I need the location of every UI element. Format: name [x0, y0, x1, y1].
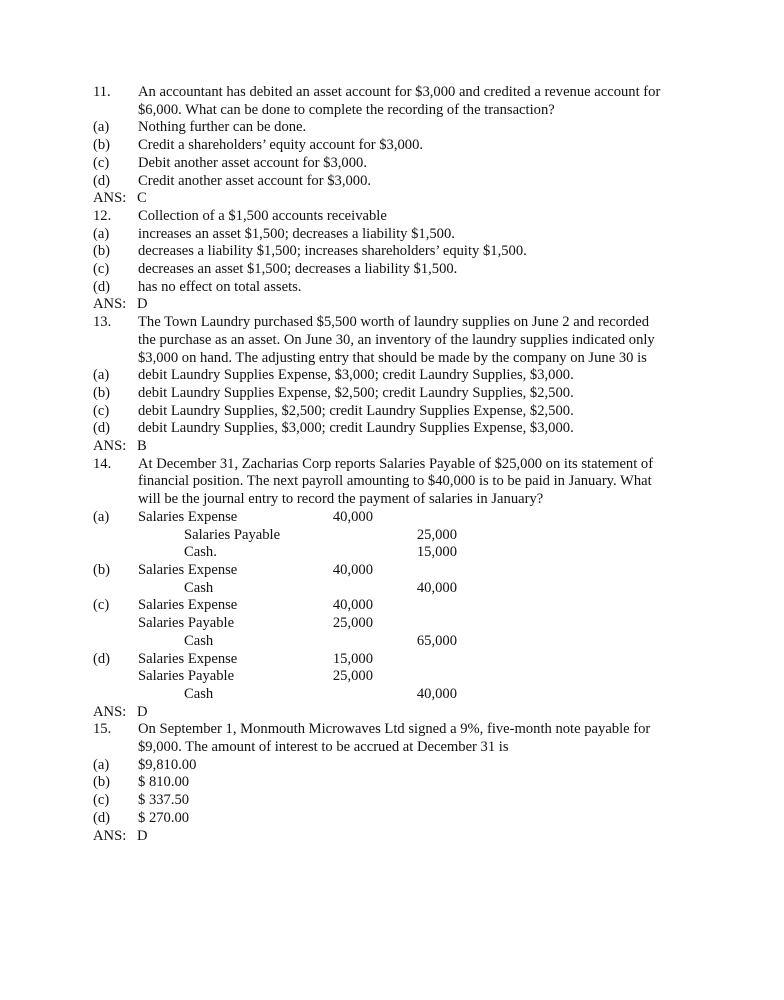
- question-stem-line: [93, 314, 693, 332]
- journal-entry-line: [93, 580, 693, 598]
- answer-option: [93, 279, 693, 297]
- question-stem-line: [93, 721, 693, 739]
- answer-value: C: [137, 190, 147, 207]
- journal-credit: 40,000: [416, 579, 457, 596]
- option-label: (c): [93, 792, 110, 809]
- question-number: 14.: [93, 455, 112, 472]
- journal-entry: [138, 544, 457, 562]
- option-text: debit Laundry Supplies Expense, $2,500; credit Laundry Supplies, $2,500.: [138, 384, 574, 401]
- answer-option: [93, 261, 693, 279]
- question-text: the purchase as an asset. On June 30, an inventory of the laundry supplies indicated only: [138, 331, 655, 348]
- option-label-spacer: [93, 633, 138, 651]
- question-text: financial position. The next payroll amounting to $40,000 is to be paid in January. What: [138, 473, 652, 490]
- answer-option: [93, 119, 693, 137]
- option-text: decreases a liability $1,500; increases shareholders’ equity $1,500.: [138, 243, 527, 260]
- question-12: [93, 208, 693, 314]
- answer-option: [93, 420, 693, 438]
- journal-entry: [138, 527, 457, 545]
- question-number: 13.: [93, 314, 112, 331]
- option-text: has no effect on total assets.: [138, 278, 302, 295]
- option-label-spacer: [93, 544, 138, 562]
- question-stem-line: [93, 491, 693, 509]
- journal-entry: [138, 509, 457, 527]
- question-number: 11.: [93, 84, 111, 100]
- question-list: [93, 84, 693, 845]
- journal-entry-line: [93, 668, 693, 686]
- journal-account: Salaries Expense: [138, 650, 238, 667]
- question-15: [93, 721, 693, 845]
- option-label: (b): [93, 561, 111, 578]
- answer-option: [93, 137, 693, 155]
- answer-key: [93, 828, 693, 846]
- question-number-spacer: [93, 491, 138, 509]
- option-text: debit Laundry Supplies Expense, $3,000; credit Laundry Supplies, $3,000.: [138, 367, 574, 384]
- journal-entry: [138, 633, 457, 651]
- journal-account: Salaries Expense: [138, 508, 238, 525]
- journal-account: Salaries Expense: [138, 597, 238, 614]
- option-label-spacer: [93, 580, 138, 598]
- answer-key: [93, 704, 693, 722]
- option-label: (b): [93, 137, 111, 154]
- question-stem-line: [93, 473, 693, 491]
- option-label-spacer: [93, 668, 138, 686]
- question-11: [93, 84, 693, 208]
- question-stem-line: [93, 456, 693, 474]
- question-number-spacer: [93, 350, 138, 368]
- option-label: (a): [93, 756, 110, 773]
- answer-option: [93, 226, 693, 244]
- option-text: $ 270.00: [138, 809, 190, 826]
- option-text: $ 337.50: [138, 792, 190, 809]
- option-label: (a): [93, 508, 110, 525]
- answer-option: [93, 774, 693, 792]
- journal-account: Cash: [184, 685, 214, 702]
- answer-option: [93, 385, 693, 403]
- journal-account: Salaries Payable: [138, 615, 235, 632]
- journal-credit: 40,000: [416, 685, 457, 702]
- option-text: debit Laundry Supplies, $3,000; credit Laundry Supplies Expense, $3,000.: [138, 420, 574, 437]
- journal-entry: [138, 597, 457, 615]
- option-text: decreases an asset $1,500; decreases a liability $1,500.: [138, 261, 458, 278]
- journal-entry-line: [93, 597, 693, 615]
- option-label: (a): [93, 367, 110, 384]
- answer-value: B: [137, 438, 147, 455]
- journal-debit: 25,000: [332, 615, 373, 632]
- journal-entry-line: [93, 651, 693, 669]
- answer-option: [93, 367, 693, 385]
- question-stem-line: [93, 332, 693, 350]
- question-number-spacer: [93, 332, 138, 350]
- option-text: $9,810.00: [138, 756, 197, 773]
- option-label: (b): [93, 243, 111, 260]
- journal-credit: 15,000: [416, 544, 457, 561]
- journal-account: Salaries Payable: [138, 668, 235, 685]
- question-number: 15.: [93, 721, 112, 738]
- journal-debit: 25,000: [332, 668, 373, 685]
- question-stem-line: [93, 739, 693, 757]
- question-text: At December 31, Zacharias Corp reports Salaries Payable of $25,000 on its statement of: [138, 455, 654, 472]
- journal-account: Cash.: [184, 544, 217, 561]
- journal-debit: 40,000: [332, 508, 373, 525]
- question-14: [93, 456, 693, 722]
- option-label: (a): [93, 119, 110, 136]
- journal-account: Salaries Expense: [138, 561, 238, 578]
- question-text: $9,000. The amount of interest to be accrued at December 31 is: [138, 739, 509, 756]
- option-label: (c): [93, 597, 110, 614]
- journal-entry: [138, 668, 457, 686]
- question-text: will be the journal entry to record the payment of salaries in January?: [138, 491, 544, 508]
- question-stem-line: [93, 208, 693, 226]
- option-label: (b): [93, 384, 111, 401]
- option-text: Debit another asset account for $3,000.: [138, 154, 367, 171]
- option-label: (d): [93, 420, 111, 437]
- option-label-spacer: [93, 527, 138, 545]
- journal-entry: [138, 651, 457, 669]
- option-label-spacer: [93, 615, 138, 633]
- answer-label: ANS:: [93, 827, 127, 844]
- option-label: (d): [93, 650, 111, 667]
- journal-credit: 65,000: [416, 632, 457, 649]
- option-text: Credit another asset account for $3,000.: [138, 172, 372, 189]
- answer-option: [93, 757, 693, 775]
- answer-value: D: [137, 296, 148, 313]
- journal-entry-line: [93, 633, 693, 651]
- journal-debit: 15,000: [332, 650, 373, 667]
- option-text: Nothing further can be done.: [138, 119, 307, 136]
- question-number-spacer: [93, 739, 138, 757]
- answer-label: ANS:: [93, 190, 127, 207]
- option-label: (a): [93, 225, 110, 242]
- answer-key: [93, 438, 693, 456]
- journal-entry-line: [93, 509, 693, 527]
- journal-entry-line: [93, 562, 693, 580]
- question-text: $6,000. What can be done to complete the recording of the transaction?: [138, 101, 555, 118]
- question-text: Collection of a $1,500 accounts receivable: [138, 207, 387, 224]
- question-number-spacer: [93, 102, 138, 120]
- answer-option: [93, 792, 693, 810]
- question-text: On September 1, Monmouth Microwaves Ltd signed a 9%, five-month note payable for: [138, 721, 651, 738]
- answer-key: [93, 190, 693, 208]
- journal-account: Cash: [184, 632, 214, 649]
- question-13: [93, 314, 693, 456]
- option-label: (d): [93, 809, 111, 826]
- option-label: (c): [93, 154, 110, 171]
- answer-value: D: [137, 703, 148, 720]
- option-text: debit Laundry Supplies, $2,500; credit Laundry Supplies Expense, $2,500.: [138, 402, 574, 419]
- question-text: $3,000 on hand. The adjusting entry that should be made by the company on June 30 is: [138, 349, 647, 366]
- answer-label: ANS:: [93, 296, 127, 313]
- question-text: An accountant has debited an asset account for $3,000 and credited a revenue account for: [138, 84, 661, 100]
- question-number: 12.: [93, 207, 112, 224]
- journal-entry: [138, 615, 457, 633]
- option-text: Credit a shareholders’ equity account for $3,000.: [138, 137, 424, 154]
- option-label: (d): [93, 172, 111, 189]
- journal-entry-line: [93, 615, 693, 633]
- journal-entry: [138, 562, 457, 580]
- answer-key: [93, 296, 693, 314]
- answer-option: [93, 155, 693, 173]
- option-text: $ 810.00: [138, 774, 190, 791]
- answer-option: [93, 403, 693, 421]
- journal-entry: [138, 580, 457, 598]
- journal-entry-line: [93, 544, 693, 562]
- option-label-spacer: [93, 686, 138, 704]
- journal-entry-line: [93, 686, 693, 704]
- option-text: increases an asset $1,500; decreases a liability $1,500.: [138, 225, 455, 242]
- option-label: (d): [93, 278, 111, 295]
- option-label: (c): [93, 402, 110, 419]
- journal-entry-line: [93, 527, 693, 545]
- question-stem-line: [93, 84, 693, 102]
- journal-credit: 25,000: [416, 526, 457, 543]
- answer-label: ANS:: [93, 438, 127, 455]
- question-number-spacer: [93, 473, 138, 491]
- journal-entry: [138, 686, 457, 704]
- answer-option: [93, 243, 693, 261]
- answer-value: D: [137, 827, 148, 844]
- journal-account: Cash: [184, 579, 214, 596]
- question-stem-line: [93, 350, 693, 368]
- option-label: (c): [93, 261, 110, 278]
- question-stem-line: [93, 102, 693, 120]
- answer-label: ANS:: [93, 703, 127, 720]
- journal-debit: 40,000: [332, 561, 373, 578]
- journal-account: Salaries Payable: [184, 526, 281, 543]
- option-label: (b): [93, 774, 111, 791]
- answer-option: [93, 173, 693, 191]
- journal-debit: 40,000: [332, 597, 373, 614]
- question-text: The Town Laundry purchased $5,500 worth of laundry supplies on June 2 and recorded: [138, 314, 649, 331]
- answer-option: [93, 810, 693, 828]
